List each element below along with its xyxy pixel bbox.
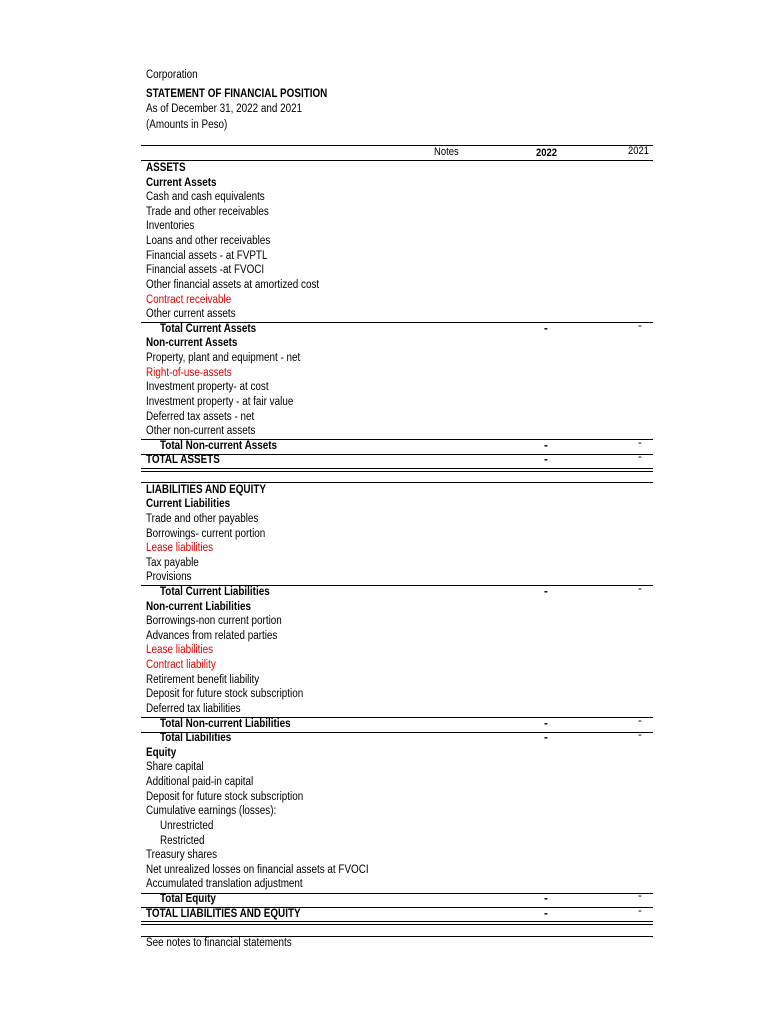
subtotal-rule — [141, 322, 653, 323]
value-2022: - — [544, 322, 548, 335]
row-label: Additional paid-in capital — [146, 776, 254, 789]
line-item-row — [146, 395, 652, 410]
row-label: Total Liabilities — [160, 732, 232, 745]
column-2022: 2022 — [536, 147, 558, 159]
line-item-row — [146, 746, 652, 761]
row-label: Total Non-current Assets — [160, 439, 278, 452]
row-label: Other financial assets at amortized cost — [146, 278, 320, 291]
row-label: Current Liabilities — [146, 498, 231, 511]
row-label: Borrowings-non current portion — [146, 615, 282, 628]
row-label: Other non-current assets — [146, 425, 256, 438]
row-label: Restricted — [160, 834, 205, 847]
row-label: Share capital — [146, 761, 204, 774]
line-item-row — [146, 351, 652, 366]
section-rule — [141, 482, 653, 483]
value-2021: - — [638, 890, 642, 902]
company-name: Corporation — [146, 69, 198, 81]
row-label: Equity — [146, 746, 177, 759]
row-label: Total Current Liabilities — [160, 585, 270, 598]
subtotal-rule — [141, 732, 653, 733]
row-label: Other current assets — [146, 308, 236, 321]
line-item-row — [146, 497, 652, 512]
line-item-row — [146, 307, 652, 322]
total-row — [146, 904, 652, 922]
line-item-row — [146, 527, 652, 542]
row-label: Contract liability — [146, 659, 216, 672]
row-label: Total Non-current Liabilities — [160, 717, 291, 730]
column-2021: 2021 — [628, 145, 650, 157]
row-label: Trade and other payables — [146, 512, 259, 525]
line-item-row — [146, 410, 652, 425]
header-top-rule — [141, 145, 653, 146]
line-item-row — [146, 366, 652, 381]
row-label: Treasury shares — [146, 849, 218, 862]
row-label: LIABILITIES AND EQUITY — [146, 483, 266, 496]
line-item-row — [146, 819, 652, 834]
row-label: Inventories — [146, 220, 195, 233]
line-item-row — [146, 643, 652, 658]
line-item-row — [146, 658, 652, 673]
row-label: TOTAL ASSETS — [146, 454, 220, 467]
total-top-rule — [141, 454, 653, 455]
line-item-row — [146, 219, 652, 234]
line-item-row — [146, 161, 652, 176]
row-label: Net unrealized losses on financial assets at FVOCI — [146, 863, 369, 876]
value-2021: - — [638, 729, 642, 742]
row-label: TOTAL LIABILITIES AND EQUITY — [146, 907, 301, 920]
line-item-row — [146, 293, 652, 308]
line-item-row — [146, 541, 652, 556]
row-label: Non-current Assets — [146, 337, 238, 350]
row-label: Property, plant and equipment - net — [146, 352, 301, 365]
line-item-row — [146, 263, 652, 278]
line-item-row — [146, 848, 652, 863]
subtotal-rule — [141, 439, 653, 440]
line-item-row — [146, 556, 652, 571]
value-2021: - — [638, 904, 642, 917]
value-2021: - — [638, 451, 642, 464]
value-2022: - — [544, 439, 548, 452]
line-item-row — [146, 483, 652, 498]
row-label: Accumulated translation adjustment — [146, 878, 303, 891]
total-row — [146, 319, 652, 337]
subtotal-rule — [141, 585, 653, 586]
row-label: Investment property- at cost — [146, 381, 269, 394]
value-2021: - — [638, 714, 642, 727]
total-row — [146, 453, 652, 468]
row-label: ASSETS — [146, 162, 186, 174]
row-label: Advances from related parties — [146, 629, 278, 642]
total-row — [146, 582, 652, 600]
line-item-row — [146, 468, 652, 483]
line-item-row — [146, 234, 652, 249]
line-item-row — [146, 863, 652, 878]
row-label: Deferred tax liabilities — [146, 702, 241, 715]
value-2021: - — [638, 319, 642, 332]
line-item-row — [146, 424, 652, 439]
row-label: Contract receivable — [146, 293, 232, 306]
footer-note: See notes to financial statements — [146, 937, 292, 949]
total-top-rule — [141, 907, 653, 908]
total-row — [146, 436, 652, 454]
line-item-row — [146, 600, 652, 615]
statement-date: As of December 31, 2022 and 2021 — [146, 103, 303, 115]
row-label: Tax payable — [146, 556, 199, 569]
line-item-row — [146, 249, 652, 264]
row-label: Right-of-use-assets — [146, 366, 232, 379]
subtotal-rule — [141, 893, 653, 894]
row-label: Financial assets -at FVOCI — [146, 264, 265, 277]
line-item-row — [146, 336, 652, 351]
value-2022: - — [544, 717, 548, 730]
line-item-row — [146, 176, 652, 191]
row-label: Financial assets - at FVPTL — [146, 249, 268, 262]
row-label: Deferred tax assets - net — [146, 410, 255, 423]
line-item-row — [146, 790, 652, 805]
row-label: Deposit for future stock subscription — [146, 688, 304, 701]
line-item-row — [146, 834, 652, 849]
line-item-row — [146, 570, 652, 585]
row-label: Provisions — [146, 571, 192, 584]
line-item-row — [146, 380, 652, 395]
line-item-row — [146, 629, 652, 644]
subtotal-rule — [141, 717, 653, 718]
statement-title: STATEMENT OF FINANCIAL POSITION — [146, 88, 328, 100]
statement-units: (Amounts in Peso) — [146, 119, 228, 131]
value-2021: - — [638, 582, 642, 595]
value-2022: - — [544, 907, 548, 920]
row-label: Loans and other receivables — [146, 235, 271, 248]
value-2022: - — [544, 454, 548, 467]
row-label: Lease liabilities — [146, 542, 214, 555]
row-label: Current Assets — [146, 176, 217, 189]
row-label: Investment property - at fair value — [146, 395, 294, 408]
row-label: Borrowings- current portion — [146, 527, 266, 540]
value-2021: - — [638, 436, 642, 449]
line-item-row — [146, 673, 652, 688]
row-label: Total Current Assets — [160, 322, 257, 335]
total-row — [146, 714, 652, 732]
line-item-row — [146, 614, 652, 629]
row-label: Unrestricted — [160, 819, 214, 832]
row-label: Total Equity — [160, 893, 216, 905]
line-item-row — [146, 512, 652, 527]
total-double-rule — [141, 921, 653, 925]
row-label: Deposit for future stock subscription — [146, 790, 304, 803]
row-label: Lease liabilities — [146, 644, 214, 657]
line-item-row — [146, 205, 652, 220]
row-label: Cash and cash equivalents — [146, 191, 265, 204]
column-notes: Notes — [434, 146, 459, 158]
total-row — [146, 892, 652, 907]
line-item-row — [146, 804, 652, 819]
total-row — [146, 731, 652, 746]
row-label: Trade and other receivables — [146, 205, 269, 218]
line-item-row — [146, 702, 652, 717]
line-item-row — [146, 687, 652, 702]
line-item-row — [146, 190, 652, 205]
value-2022: - — [544, 585, 548, 598]
row-label: Non-current Liabilities — [146, 600, 251, 613]
line-item-row — [146, 278, 652, 293]
value-2022: - — [544, 732, 548, 745]
row-label: Retirement benefit liability — [146, 673, 260, 686]
line-item-row — [146, 877, 652, 892]
row-label: Cumulative earnings (losses): — [146, 805, 277, 818]
line-item-row — [146, 775, 652, 790]
line-item-row — [146, 760, 652, 775]
value-2022: - — [544, 893, 548, 905]
